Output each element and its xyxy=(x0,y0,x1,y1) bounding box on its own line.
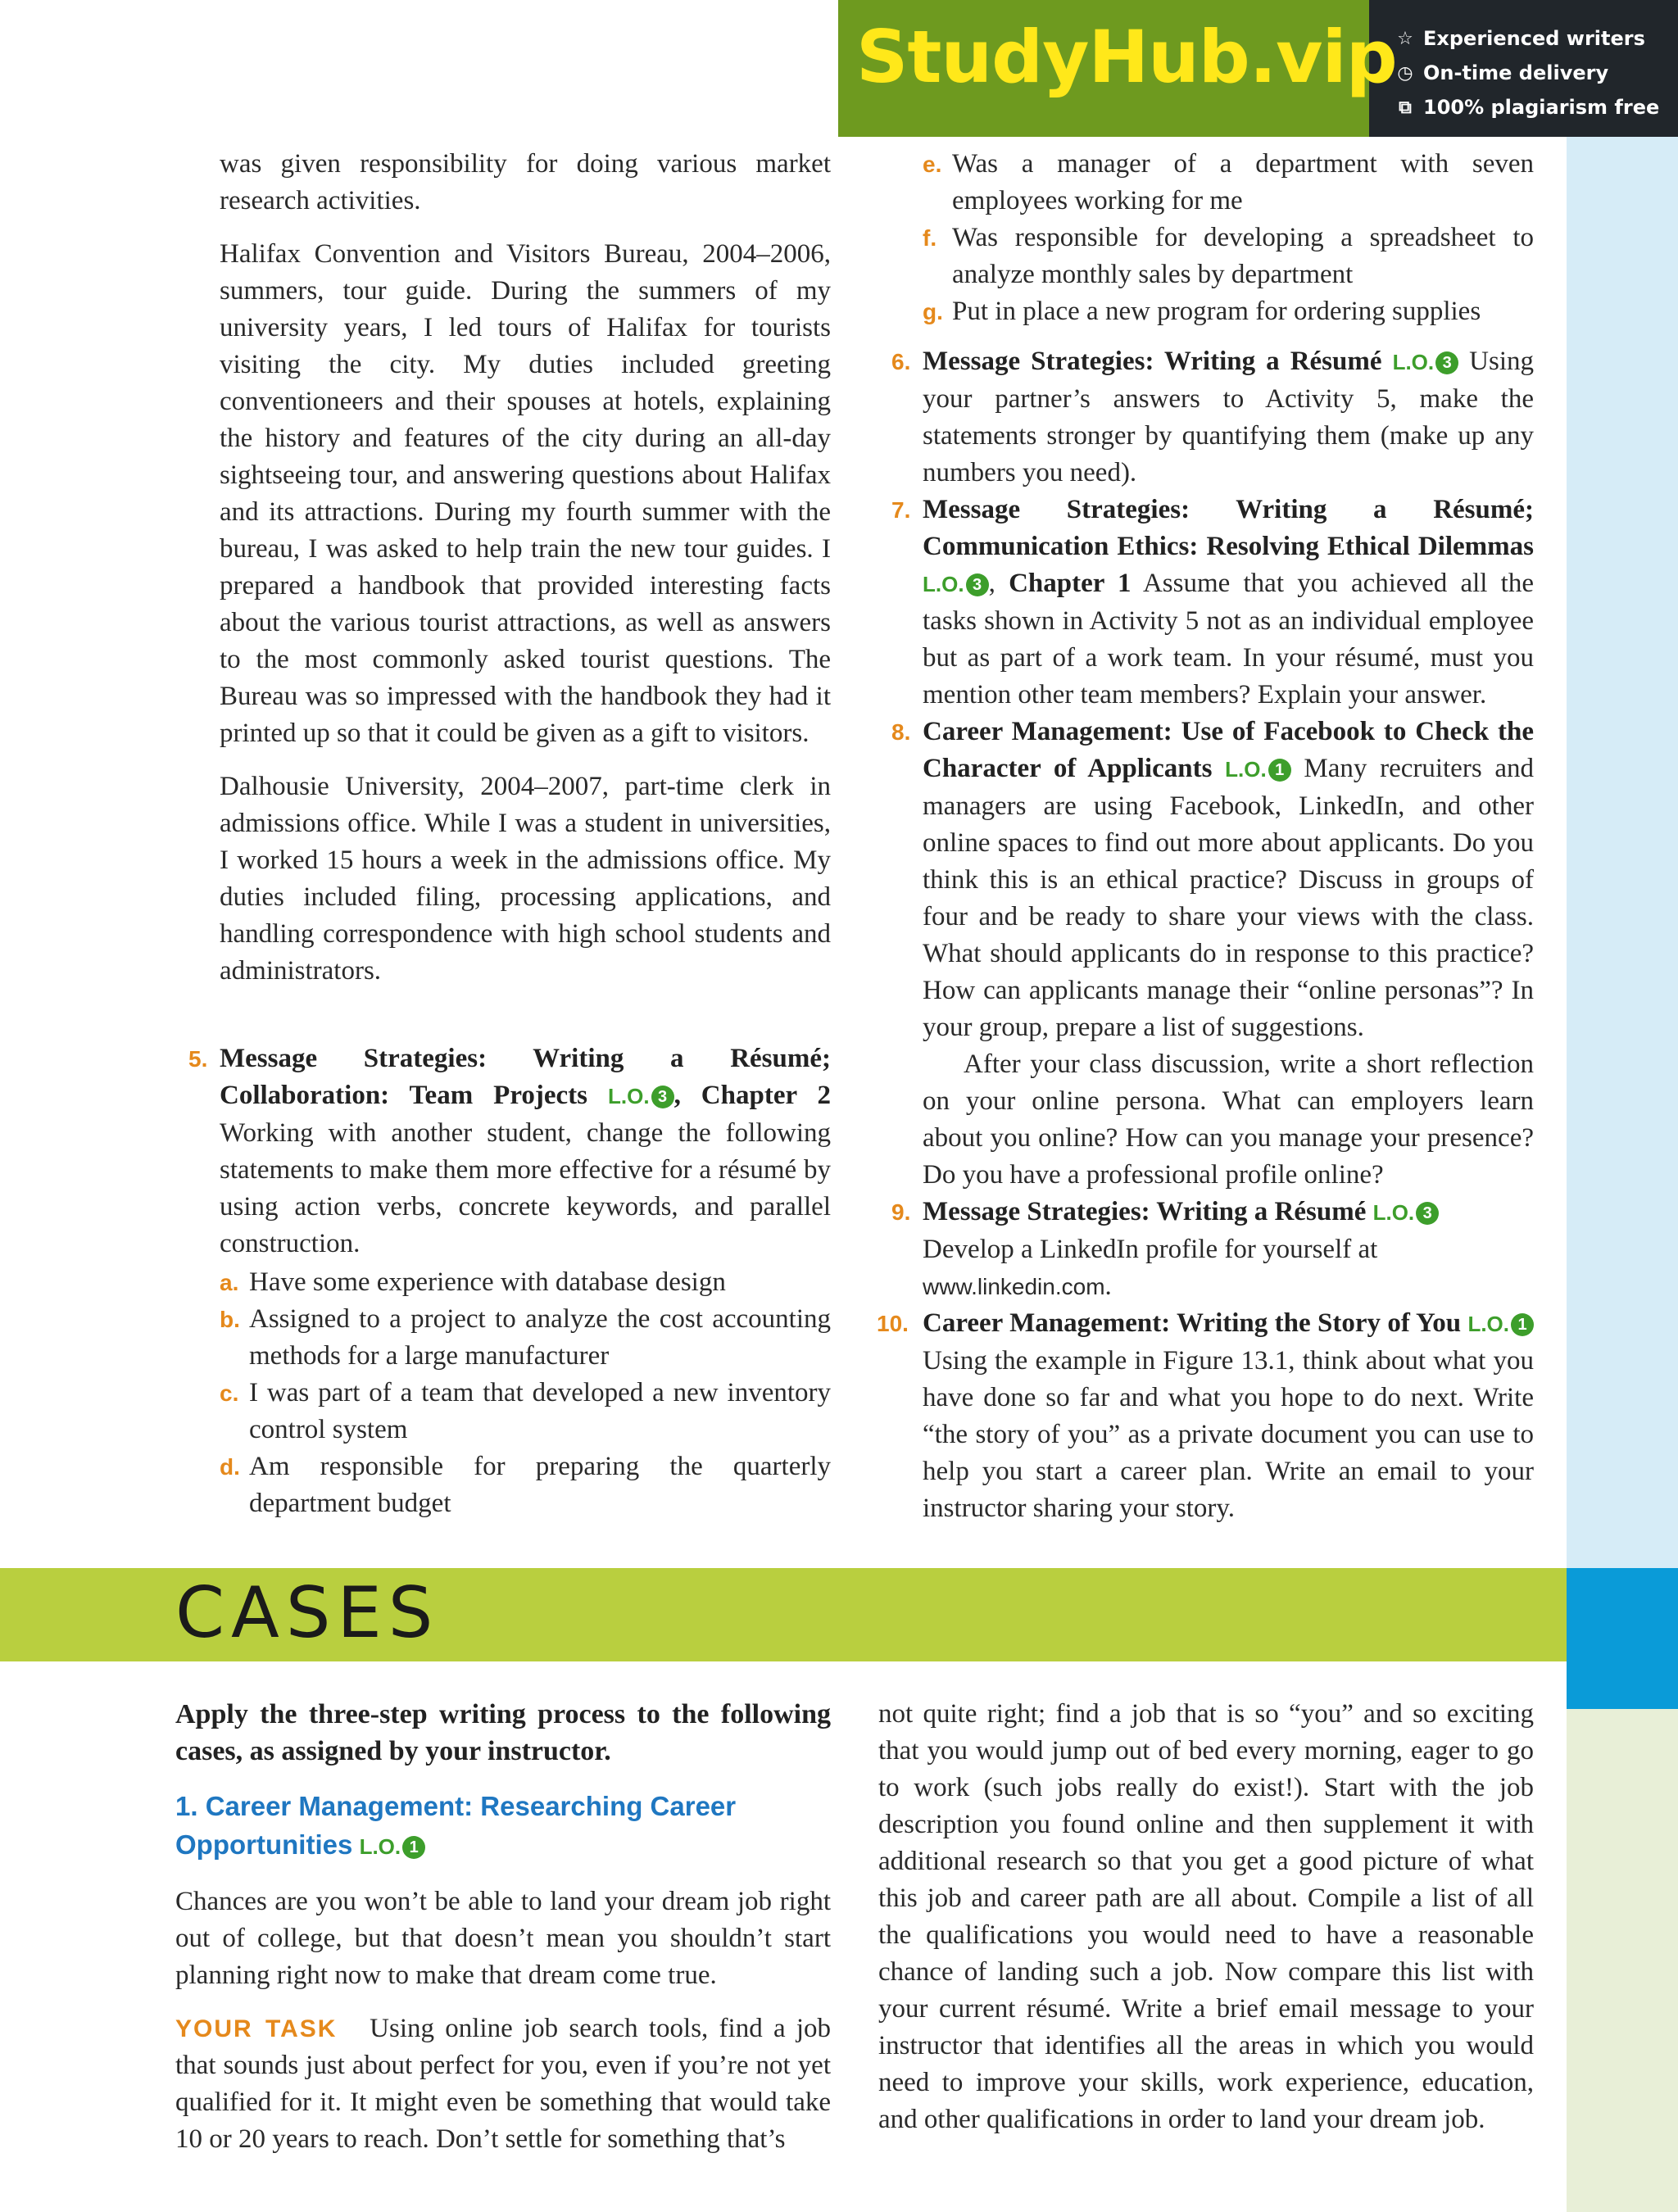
linkedin-url[interactable]: www.linkedin.com xyxy=(923,1274,1105,1299)
item-text: Many recruiters and managers are using Facebook, LinkedIn, and other online spaces to find out more about applicants. Do you think this is an ethical practice? Discuss in groups of four and be ready to share your views with the class. What should applicants do in response to this practice? How can applicants manage their “online personas”? In your group, prepare a list of suggestions. xyxy=(923,754,1535,1042)
activity-item xyxy=(188,1040,831,1262)
subitem-text: Am responsible for preparing the quarterly department budget xyxy=(249,1452,831,1518)
cases-intro: Apply the three-step writing process to the following cases, as assigned by your instructor. xyxy=(175,1699,831,1766)
activity-8 xyxy=(891,714,1534,1194)
right-column xyxy=(877,146,1535,1527)
feature-label: 100% plagiarism free xyxy=(1423,96,1660,119)
banner-features xyxy=(1395,21,1659,125)
activity-7: 7. Message Strategies: Writing a Résumé; Communication Ethics: Resolving Ethical Dilemmas L.O. 3 , Chapter 1 Assume that you achieved all the tasks shown in Activity 5 not as an individual employee but as part of a work team. In your résumé, must you mention other team members? Explain your answer. xyxy=(891,492,1534,714)
your-task-label: YOUR TASK xyxy=(175,2015,338,2042)
banner-logo-area xyxy=(838,0,1397,137)
item-title: Career Management: Use of Facebook to Check the Character of Applicants xyxy=(923,717,1534,783)
item-text: Working with another student, change the following statements to make them more effective for a résumé by using action verbs, concrete keywords, and parallel construction. xyxy=(220,1118,831,1258)
side-bar-green xyxy=(1567,1709,1678,2212)
item-text-followup: After your class discussion, write a short reflection on your online persona. What can employers learn about you online? How can you manage your presence? Do you have a professional profile online? xyxy=(923,1049,1534,1190)
learning-objective: L.O. 1 xyxy=(1225,757,1291,782)
star-icon: ☆ xyxy=(1397,28,1413,49)
your-task-paragraph xyxy=(175,2010,831,2158)
case-1-paragraph: Chances are you won’t be able to land your dream job right out of college, but that doesn’t mean you shouldn’t start planning right now to make that dream come true. xyxy=(175,1887,831,1990)
item-title: Message Strategies: Writing a Résumé xyxy=(923,1197,1367,1226)
subitem-text: Was responsible for developing a spreadsheet to analyze monthly sales by department xyxy=(952,223,1534,289)
feature-label: Experienced writers xyxy=(1423,27,1645,50)
item-number: 7. xyxy=(891,497,911,523)
your-task-text: Using online job search tools, find a job that sounds just about perfect for you, even if you’re not yet qualified for it. It might even be something that would take 10 or 20 years to reach. Don’t settle for something that’s xyxy=(175,2014,831,2154)
item-number: 8. xyxy=(891,719,911,745)
intro-paragraph: was given responsibility for doing various market research activities. xyxy=(220,149,831,215)
item-title: Message Strategies: Writing a Résumé; Collaboration: Team Projects xyxy=(220,1044,831,1110)
cases-title: CASES xyxy=(175,1572,440,1654)
left-column xyxy=(220,146,831,990)
side-bar-blue xyxy=(1567,1568,1678,1709)
subitem-label: g. xyxy=(923,299,943,324)
learning-objective: L.O. 3 xyxy=(923,572,989,596)
case-1-title: 1. Career Management: Researching Career Opportunities xyxy=(175,1791,737,1860)
activity-6 xyxy=(891,343,1534,492)
studyhub-banner[interactable] xyxy=(838,0,1678,137)
banner-logo: StudyHub.vip xyxy=(856,15,1397,99)
learning-objective: L.O. 3 xyxy=(608,1084,674,1108)
subitem-d xyxy=(220,1448,831,1522)
your-task-continued: not quite right; find a job that is so “you” and so exciting that you would jump out of bed every morning, eager to go to work (such jobs really do exist!). Start with the job description you found online and then supplement it with additional research so that you get a good picture of what this job and career path are all about. Compile a list of all the qualifications you would need to have a reasonable chance of landing such a job. Now compare this list with your current résumé. Write a brief email message to your instructor that identifies all the areas in which you would need to improve your skills, work experience, education, and other qualifications in order to land your dream job. xyxy=(878,1699,1534,2134)
item-number: 10. xyxy=(877,1311,909,1336)
learning-objective: L.O. 1 xyxy=(1467,1312,1534,1336)
learning-objective: L.O. 3 xyxy=(1373,1200,1440,1225)
activity-5 xyxy=(188,1040,831,1522)
subitem-e xyxy=(923,146,1534,220)
feature-plagiarism-free xyxy=(1395,90,1659,125)
subitem-f xyxy=(923,220,1534,293)
subitem-label: b. xyxy=(220,1307,240,1332)
copy-check-icon: ⧉ xyxy=(1399,97,1412,118)
activity-10 xyxy=(877,1305,1534,1527)
subitem-label: c. xyxy=(220,1380,239,1406)
feature-label: On-time delivery xyxy=(1423,61,1609,84)
feature-on-time-delivery xyxy=(1395,56,1659,90)
item-text: Assume that you achieved all the tasks shown in Activity 5 not as an individual employee but as part of a work team. In your résumé, must you mention other team members? Explain your answer. xyxy=(923,569,1534,709)
chapter-ref: Chapter 1 xyxy=(1009,569,1132,598)
case-1-heading xyxy=(175,1788,831,1865)
learning-objective: L.O. 3 xyxy=(1393,350,1459,374)
item-text: Develop a LinkedIn profile for yourself at xyxy=(923,1235,1378,1264)
clock-icon: ◷ xyxy=(1397,62,1413,84)
cases-right-column xyxy=(878,1696,1534,2138)
item-text: Using the example in Figure 13.1, think about what you have done so far and what you hope to do next. Write “the story of you” as a private document you can use to help you start a career plan. Write an email to your instructor sharing your story. xyxy=(923,1346,1534,1523)
item-text: Using your partner’s answers to Activity 5, make the statements stronger by quantifying them (make up any numbers you need). xyxy=(923,347,1535,487)
item-title: Message Strategies: Writing a Résumé xyxy=(923,347,1382,376)
subitem-text: Was a manager of a department with seven employees working for me xyxy=(952,149,1534,215)
subitem-label: d. xyxy=(220,1454,240,1480)
subitem-b xyxy=(220,1301,831,1375)
subitem-label: e. xyxy=(923,152,942,177)
side-bar-light xyxy=(1567,134,1678,1568)
dalhousie-paragraph: Dalhousie University, 2004–2007, part-time clerk in admissions office. While I was a student in universities, I worked 15 hours a week in the admissions office. My duties included filing, processing applications, and handling correspondence with high school students and administrators. xyxy=(220,772,831,986)
item-number: 9. xyxy=(891,1199,911,1225)
subitem-g xyxy=(923,293,1534,330)
item-number: 5. xyxy=(188,1046,208,1072)
activity-9: 9. Message Strategies: Writing a Résumé L.O. 3 Develop a LinkedIn profile for yourself at www.linkedin.com. xyxy=(891,1194,1534,1305)
item-title: Message Strategies: Writing a Résumé; Communication Ethics: Resolving Ethical Dilemmas xyxy=(923,495,1534,561)
subitem-text: I was part of a team that developed a new inventory control system xyxy=(249,1378,831,1444)
subitem-a xyxy=(220,1264,831,1301)
subitem-text: Have some experience with database design xyxy=(249,1267,726,1297)
halifax-paragraph: Halifax Convention and Visitors Bureau, 2004–2006, summers, tour guide. During the summers of my university years, I led tours of Halifax for tourists visiting the city. My duties included greeting conventioneers and their spouses at hotels, explaining the history and features of the city during an all-day sightseeing tour, and answering questions about Halifax and its attractions. During my fourth summer with the bureau, I was asked to help train the new tour guides. I prepared a handbook that provided interesting facts about the various tourist attractions, as well as answers to the most commonly asked tourist questions. The Bureau was so impressed with the handbook they had it printed up so that it could be given as a gift to visitors. xyxy=(220,239,831,748)
item-number: 6. xyxy=(891,349,911,374)
subitem-text: Assigned to a project to analyze the cost accounting methods for a large manufacturer xyxy=(249,1304,831,1371)
subitem-label: a. xyxy=(220,1270,239,1295)
chapter-ref: , Chapter 2 xyxy=(673,1081,832,1110)
subitem-c xyxy=(220,1375,831,1448)
subitem-label: f. xyxy=(923,225,937,251)
cases-left-column xyxy=(175,1696,831,2158)
subitem-text: Put in place a new program for ordering supplies xyxy=(952,297,1481,326)
item-title: Career Management: Writing the Story of You xyxy=(923,1308,1462,1338)
feature-experienced-writers xyxy=(1395,21,1659,56)
learning-objective: L.O. 1 xyxy=(360,1834,426,1859)
